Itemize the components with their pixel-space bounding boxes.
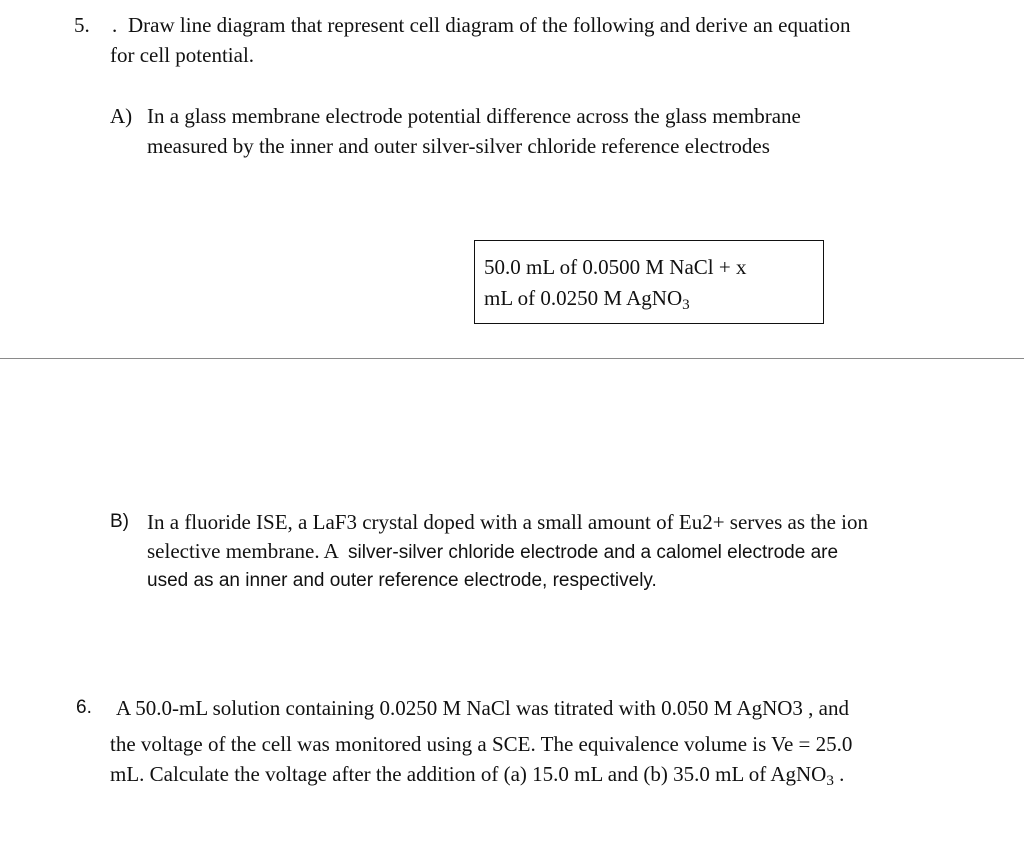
question-6-text-line-3 (110, 759, 844, 789)
question-5-number: 5. (74, 13, 90, 37)
part-b-text-line-2a: selective membrane. (147, 539, 320, 563)
question-6-number: 6. (76, 697, 92, 718)
titration-box-line-1: 50.0 mL of 0.0500 M NaCl + x (484, 255, 747, 279)
part-b-text-line-2: selective membrane. A silver-silver chloride electrode and a calomel electrode are (147, 539, 839, 563)
part-a-label: A) (110, 104, 133, 128)
titration-box-line-2-text: mL of 0.0250 M AgNO (484, 286, 683, 310)
question-6-text-line-3-suffix: . (833, 762, 845, 786)
question-5-dot: . (112, 13, 118, 37)
question-6-subscript: 3 (826, 772, 834, 789)
part-b-text-line-2b: silver-silver chloride electrode and a calomel electrode are (342, 542, 839, 563)
titration-box-line-2 (484, 283, 690, 313)
part-b-text-line-1: In a fluoride ISE, a LaF3 crystal doped with a small amount of Eu2+ serves as the ion (147, 510, 869, 534)
part-b-text-line-3: used as an inner and outer reference electrode, respectively. (147, 570, 657, 591)
question-5-text-line-1: Draw line diagram that represent cell diagram of the following and derive an equation (128, 13, 851, 37)
question-6-text-line-1: A 50.0-mL solution containing 0.0250 M NaCl was titrated with 0.050 M AgNO3 , and (116, 696, 850, 720)
section-divider (0, 358, 1024, 359)
titration-box (474, 240, 824, 324)
part-a-text-line-2: measured by the inner and outer silver-silver chloride reference electrodes (147, 134, 770, 158)
titration-box-subscript: 3 (682, 296, 690, 313)
question-5-text-line-2: for cell potential. (110, 43, 255, 67)
part-b-label: B) (110, 511, 129, 532)
question-6-text-line-3-text: mL. Calculate the voltage after the addition of (a) 15.0 mL and (b) 35.0 mL of AgNO (110, 762, 827, 786)
question-6-text-line-2: the voltage of the cell was monitored using a SCE. The equivalence volume is Ve = 25.0 (110, 732, 853, 756)
part-a-text-line-1: In a glass membrane electrode potential difference across the glass membrane (147, 104, 801, 128)
